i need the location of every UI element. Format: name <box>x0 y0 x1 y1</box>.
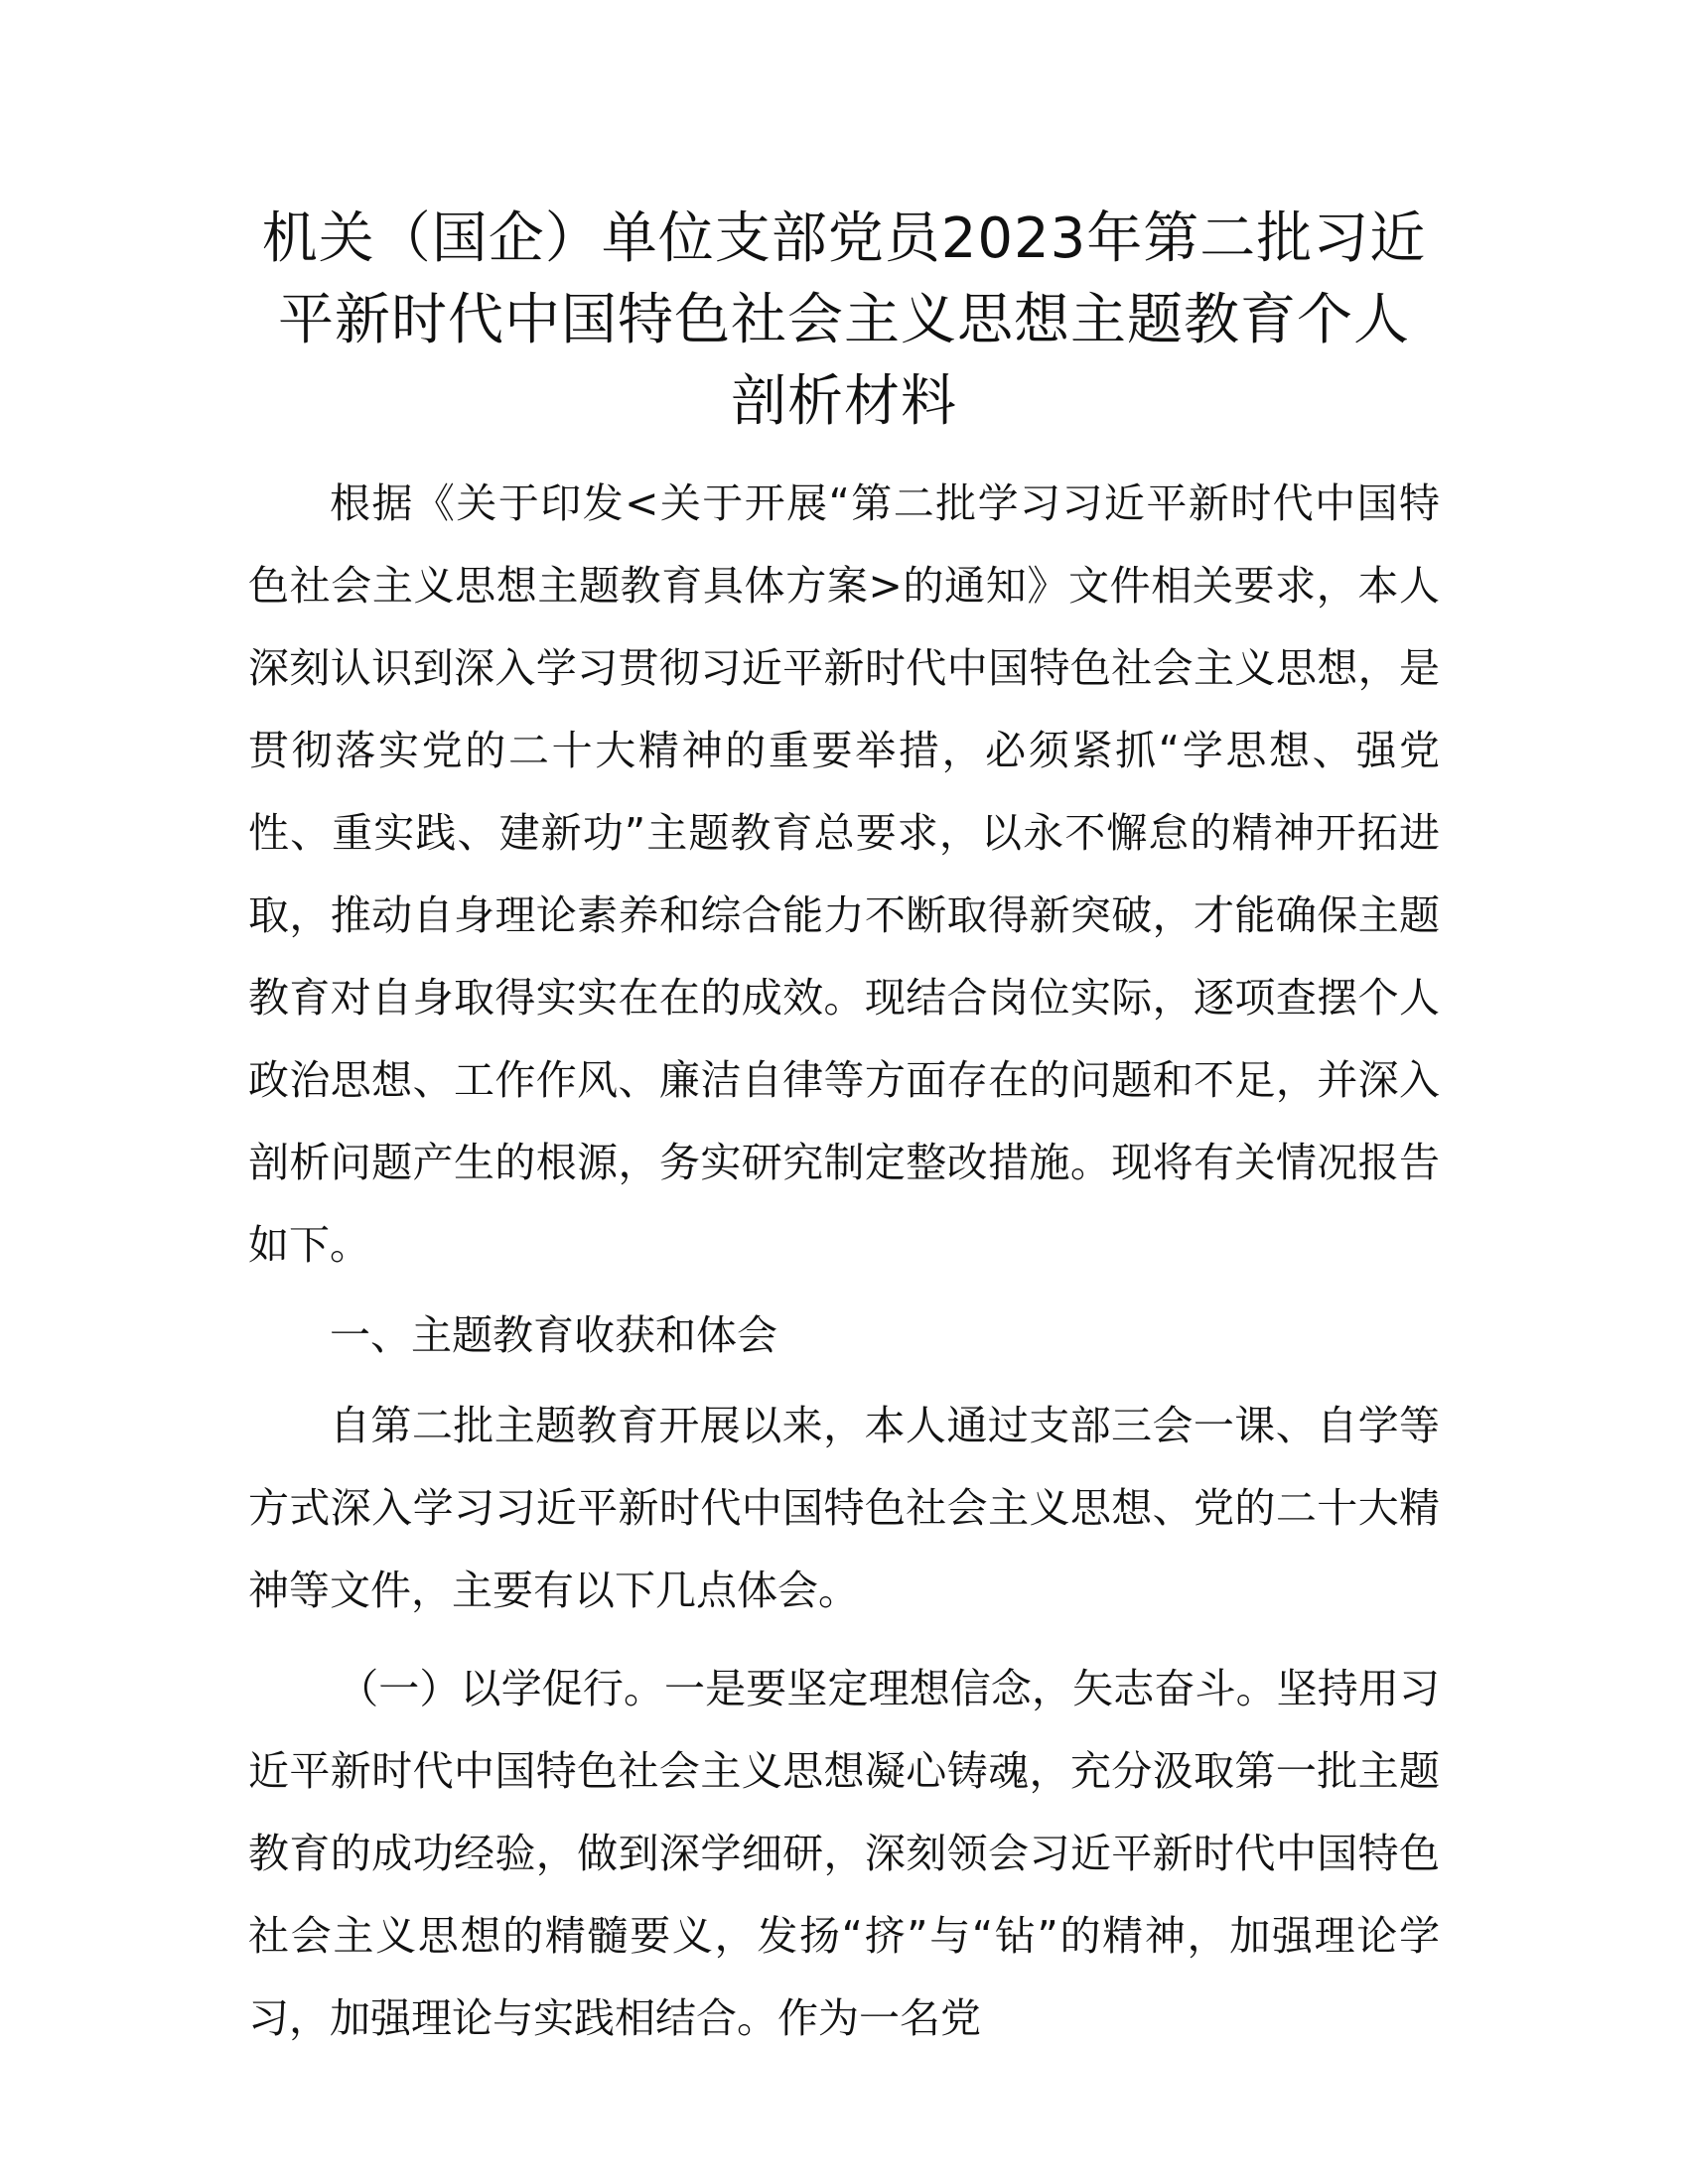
title-line-3: 剖析材料 <box>731 369 957 434</box>
subsection-1-paragraph: （一）以学促行。一是要坚定理想信念，矢志奋斗。坚持用习近平新时代中国特色社会主义思想凝心铸魂，充分汲取第一批主题教育的成功经验，做到深学细研，深刻领会习近平新时代中国特色社会主义思想的精髓要义，发扬“挤”与“钻”的精神，加强理论学习，加强理论与实践相结合。作为一名党 <box>248 1665 1440 2042</box>
document-title <box>248 199 1440 443</box>
title-line-1: 机关（国企）单位支部党员2023年第二批习近 <box>261 206 1427 271</box>
intro-paragraph: 根据《关于印发<关于开展“第二批学习习近平新时代中国特色社会主义思想主题教育具体方案>的通知》文件相关要求，本人深刻认识到深入学习贯彻习近平新时代中国特色社会主义思想，是贯彻落实党的二十大精神的重要举措，必须紧抓“学思想、强党性、重实践、建新功”主题教育总要求，以永不懈怠的精神开拓进取，推动自身理论素养和综合能力不断取得新突破，才能确保主题教育对自身取得实实在在的成效。现结合岗位实际，逐项查摆个人政治思想、工作作风、廉洁自律等方面存在的问题和不足，并深入剖析问题产生的根源，务实研究制定整改措施。现将有关情况报告如下。 <box>248 479 1440 1269</box>
section-1-paragraph: 自第二批主题教育开展以来，本人通过支部三会一课、自学等方式深入学习习近平新时代中国特色社会主义思想、党的二十大精神等文件，主要有以下几点体会。 <box>248 1402 1440 1614</box>
section-heading-1: 一、主题教育收获和体会 <box>330 1311 777 1359</box>
title-line-2: 平新时代中国特色社会主义思想主题教育个人 <box>278 288 1410 352</box>
document-body <box>248 199 1440 2060</box>
